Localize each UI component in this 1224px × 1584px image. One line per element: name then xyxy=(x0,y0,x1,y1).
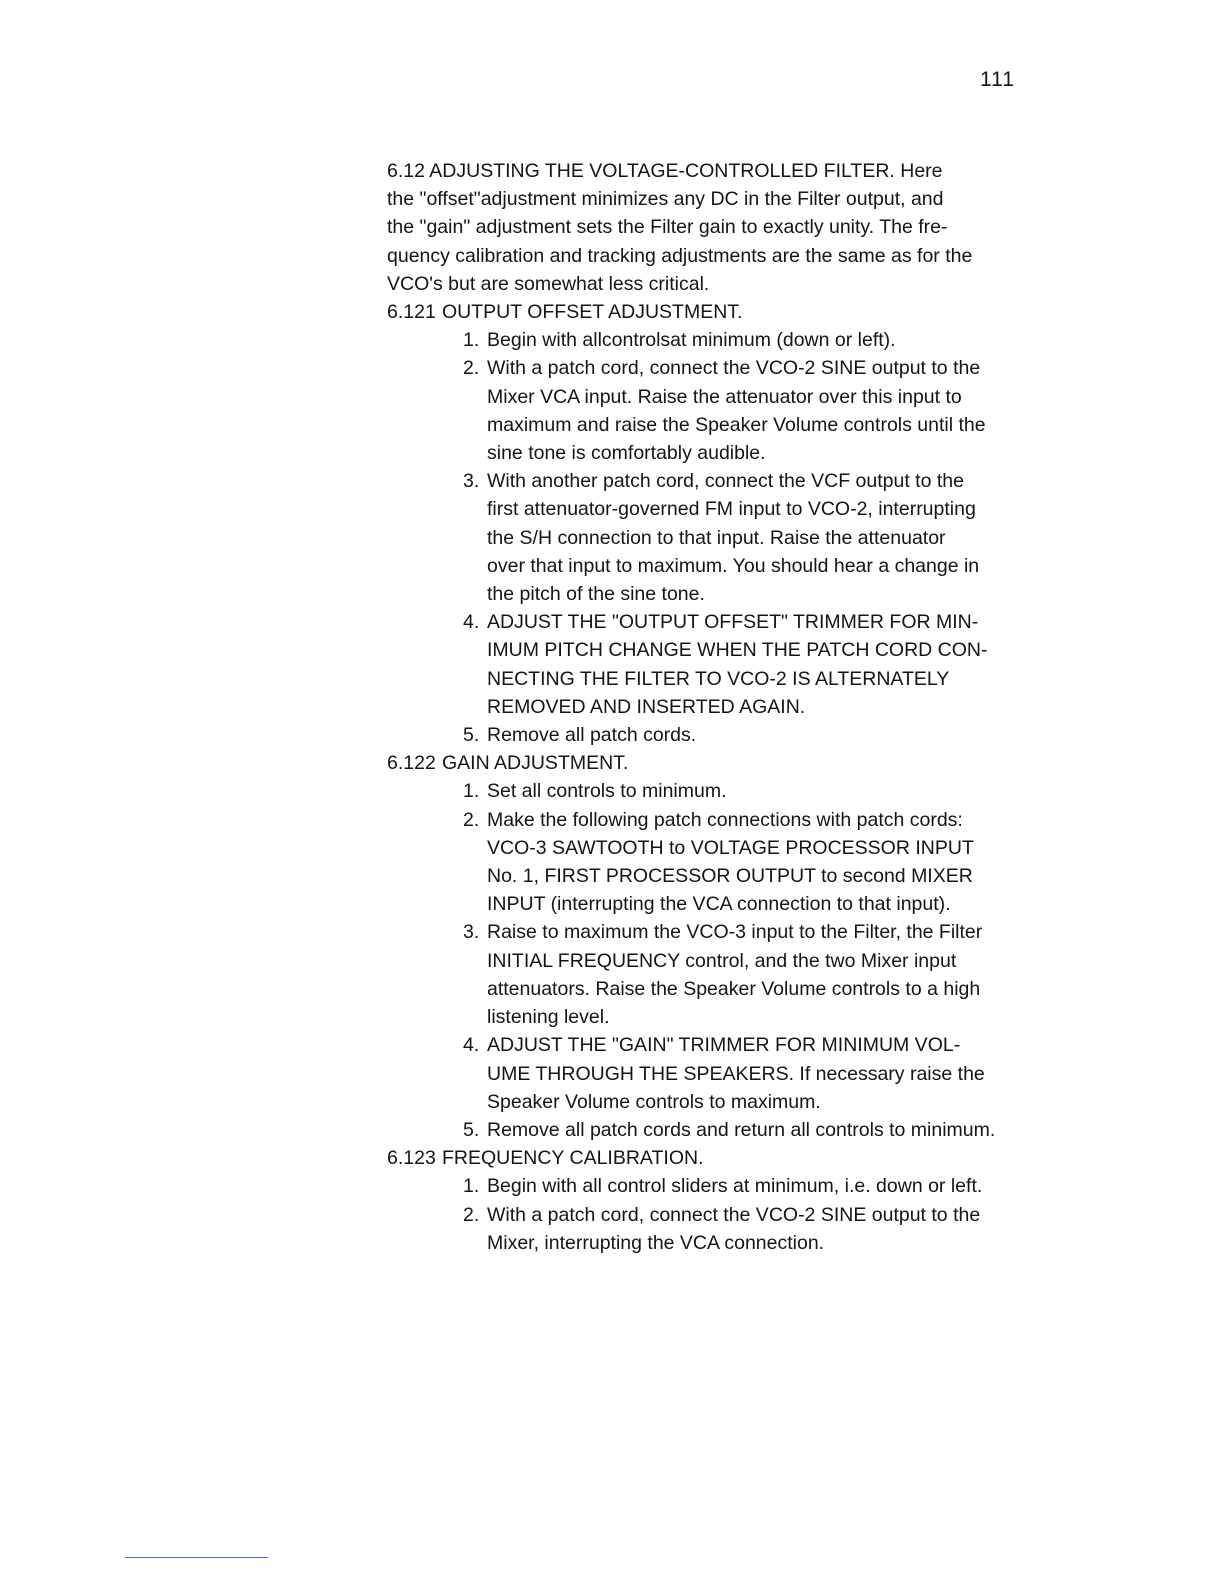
list-item xyxy=(463,1031,1077,1116)
step-number: 3. xyxy=(463,470,480,493)
list-item xyxy=(463,1116,1077,1144)
intro-paragraph: 6.12 ADJUSTING THE VOLTAGE-CONTROLLED FILTER. Here the "offset"adjustment minimizes any DC in the Filter output, and the "gain" adjustment sets the Filter gain to exactly unity. The fre- quency calibration and tracking adjustments are the same as for the VCO's but are somewhat less critical. xyxy=(387,160,973,295)
step-text: With another patch cord, connect the VCF output to the first attenuator-governed FM input to VCO-2, interrupting the S/H connection to that input. Raise the attenuator over that input to maximum. You should hear a change in the pitch of the sine tone. xyxy=(487,470,980,606)
step-number: 5. xyxy=(463,724,480,747)
step-number: 4. xyxy=(463,1034,480,1057)
step-number: 2. xyxy=(463,357,480,380)
step-text: With a patch cord, connect the VCO-2 SINE output to the Mixer VCA input. Raise the attenuator over this input to maximum and raise the Speaker Volume controls until the sine tone is comfortably audible. xyxy=(487,357,986,465)
step-text: Make the following patch connections with patch cords: VCO-3 SAWTOOTH to VOLTAGE PROCESSOR INPUT No. 1, FIRST PROCESSOR OUTPUT to second MIXER INPUT (interrupting the VCA connection to that input). xyxy=(487,808,974,916)
list-item xyxy=(463,1172,1077,1200)
step-list xyxy=(387,777,1077,1144)
step-text: Raise to maximum the VCO-3 input to the Filter, the Filter INITIAL FREQUENCY control, and the two Mixer input attenuators. Raise the Speaker Volume controls to a high listening level. xyxy=(487,921,983,1029)
page-number: 111 xyxy=(980,68,1015,91)
footnote-rule xyxy=(125,1557,268,1558)
list-item xyxy=(463,721,1077,749)
section-title: OUTPUT OFFSET ADJUSTMENT. xyxy=(442,301,743,324)
section-heading-6-122 xyxy=(387,749,1077,777)
section-heading-6-121 xyxy=(387,298,1077,326)
section-number: 6.121 xyxy=(387,301,436,324)
step-number: 5. xyxy=(463,1118,480,1141)
section-heading-6-123 xyxy=(387,1144,1077,1172)
list-item xyxy=(463,806,1077,919)
step-number: 1. xyxy=(463,329,480,352)
list-item xyxy=(463,777,1077,805)
step-text: Set all controls to minimum. xyxy=(487,780,727,803)
step-text: ADJUST THE "GAIN" TRIMMER FOR MINIMUM VOL- UME THROUGH THE SPEAKERS. If necessary raise the Speaker Volume controls to maximum. xyxy=(487,1034,985,1113)
step-number: 3. xyxy=(463,921,480,944)
section-title: GAIN ADJUSTMENT. xyxy=(442,752,629,775)
step-number: 1. xyxy=(463,780,480,803)
step-text: ADJUST THE "OUTPUT OFFSET" TRIMMER FOR MIN- IMUM PITCH CHANGE WHEN THE PATCH CORD CON- NECTING THE FILTER TO VCO-2 IS ALTERNATELY REMOVED AND INSERTED AGAIN. xyxy=(487,611,988,718)
step-text: With a patch cord, connect the VCO-2 SINE output to the Mixer, interrupting the VCA connection. xyxy=(487,1203,981,1254)
list-item xyxy=(463,918,1077,1031)
step-text: Remove all patch cords. xyxy=(487,724,697,747)
step-number: 1. xyxy=(463,1175,480,1198)
list-item xyxy=(463,354,1077,467)
step-text: Begin with allcontrolsat minimum (down or left). xyxy=(487,329,896,352)
list-item xyxy=(463,467,1077,608)
step-number: 2. xyxy=(463,808,480,831)
section-number: 6.122 xyxy=(387,752,436,775)
step-text: Remove all patch cords and return all controls to minimum. xyxy=(487,1118,996,1141)
step-text: Begin with all control sliders at minimum, i.e. down or left. xyxy=(487,1175,983,1198)
section-number: 6.123 xyxy=(387,1147,436,1170)
step-number: 4. xyxy=(463,611,480,634)
list-item xyxy=(463,608,1077,721)
step-number: 2. xyxy=(463,1203,480,1226)
step-list xyxy=(387,1172,1077,1257)
page-body xyxy=(387,157,1077,1257)
section-title: FREQUENCY CALIBRATION. xyxy=(442,1147,704,1170)
list-item xyxy=(463,1201,1077,1257)
list-item xyxy=(463,326,1077,354)
step-list xyxy=(387,326,1077,749)
